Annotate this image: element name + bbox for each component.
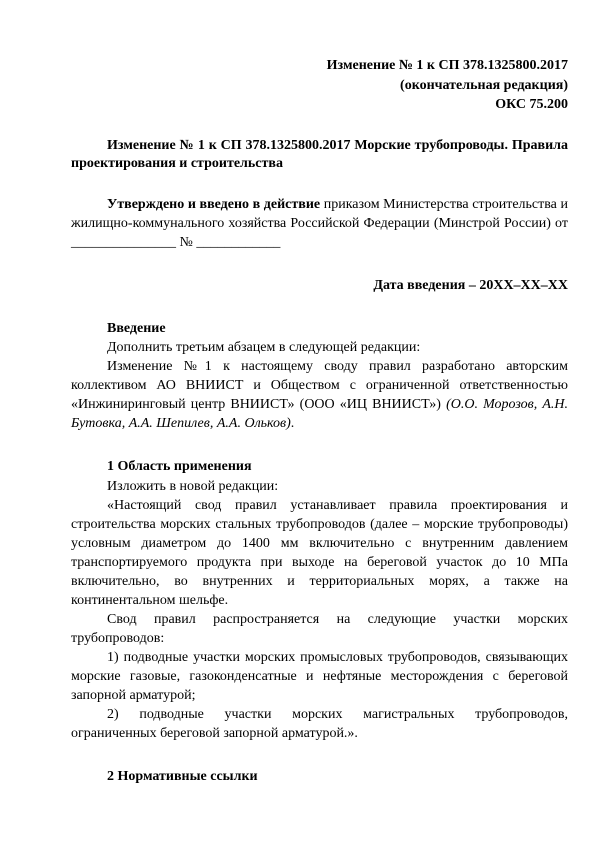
intro-heading: Введение <box>107 321 166 336</box>
intro-period: . <box>290 416 295 431</box>
approved-bold: Утверждено и введено в действие <box>107 197 321 212</box>
section1-a-line-6: континентальном шельфе. <box>71 593 229 608</box>
intro-authors-b: Бутовка, А.А. Шепилев, А.А. Ольков) <box>71 416 291 431</box>
section1-a-line-5: включительно, во внутренних и территориальных морях, а также на <box>71 574 568 589</box>
section1-instruction: Изложить в новой редакции: <box>107 479 279 494</box>
section1-a-line-2: строительства морских стальных трубопроводов (далее – морские трубопроводы) <box>71 517 568 532</box>
intro-para-line-1: Изменение №1 к настоящему своду правил разработано авторским <box>107 359 568 374</box>
approved-line-1 <box>107 196 568 214</box>
section1-c-line-3: запорной арматурой; <box>71 688 196 703</box>
section1-c-line-2: морские газовые, газоконденсатные и нефтяные месторождения с береговой <box>71 669 568 684</box>
intro-authors-a: (О.О. Морозов, А.Н. <box>446 397 568 412</box>
section1-d-line-2: ограниченных береговой запорной арматурой.». <box>71 726 358 741</box>
header-line-edition: (окончательная редакция) <box>400 78 568 93</box>
intro-org-name: «Инжиниринговый центр ВНИИСТ» (ООО «ИЦ ВНИИСТ») <box>71 397 441 412</box>
section1-b-line-2: трубопроводов: <box>71 631 165 646</box>
header-line-change: Изменение № 1 к СП 378.1325800.2017 <box>326 58 568 73</box>
section1-a-line-1: «Настоящий свод правил устанавливает правила проектирования и <box>107 498 568 513</box>
intro-instruction: Дополнить третьим абзацем в следующей редакции: <box>107 340 421 355</box>
intro-para-line-4 <box>71 415 294 433</box>
approved-line-3: _______________ № ____________ <box>71 235 281 250</box>
header-line-oks: ОКС 75.200 <box>495 97 568 112</box>
title-line-2: проектирования и строительства <box>71 156 283 171</box>
section1-b-line-1: Свод правил распространяется на следующие участки морских <box>107 612 568 627</box>
section1-d-line-1: 2) подводные участки морских магистральных трубопроводов, <box>107 707 568 722</box>
effective-date: Дата введения – 20ХХ–ХХ–ХХ <box>373 278 568 293</box>
section1-a-line-3: условным диаметром до 1400 мм включительно с внутренним давлением <box>71 536 568 551</box>
title-line-1: Изменение № 1 к СП 378.1325800.2017 Морские трубопроводы. Правила <box>107 138 568 153</box>
section1-c-line-1: 1) подводные участки морских промысловых трубопроводов, связывающих <box>107 650 568 665</box>
section1-heading: 1 Область применения <box>107 459 252 474</box>
approved-rest: приказом Министерства строительства и <box>320 197 568 212</box>
approved-line-2: жилищно-коммунального хозяйства Российской Федерации (Минстрой России) от <box>71 216 568 231</box>
section1-a-line-4: транспортируемого продукта при выходе на береговой участок до 10 МПа <box>71 555 568 570</box>
intro-para-line-3 <box>71 396 568 414</box>
section2-heading: 2 Нормативные ссылки <box>107 769 258 784</box>
intro-para-line-2: коллективом АО ВНИИСТ и Обществом с ограниченной ответственностью <box>71 378 568 393</box>
